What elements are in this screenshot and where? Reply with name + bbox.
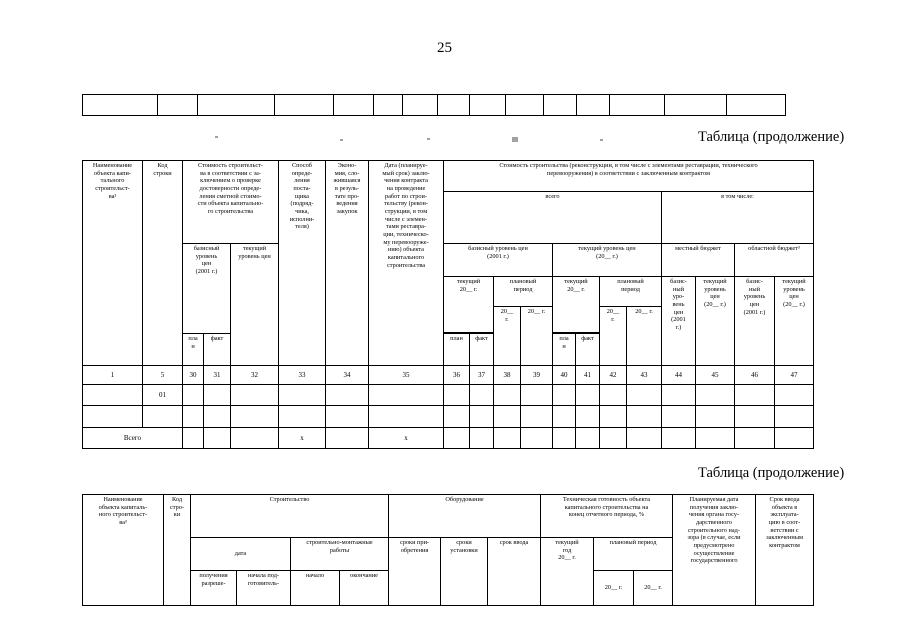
header-base-level: базисный уровень цен (2001 г.) (443, 243, 553, 277)
column-number: 30 (182, 365, 204, 385)
table-cell (520, 405, 553, 428)
table-cell (575, 427, 600, 449)
header-base-2001: базисный уровень цен (2001 г.) (182, 243, 231, 334)
table-cell (695, 427, 735, 449)
page-number: 25 (437, 40, 452, 56)
table-cell (661, 405, 696, 428)
header-year-2: 20__ г. (633, 570, 673, 606)
column-number: 43 (626, 365, 662, 385)
table-cell (402, 94, 438, 116)
table-cell (520, 384, 553, 406)
column-number: 1 (82, 365, 143, 385)
header-planned-period: плановый период (593, 537, 673, 571)
header-object-name: Наименование объекта капи- тального строительст- ва³ (82, 160, 143, 366)
table-cell (82, 94, 158, 116)
table-cell (543, 94, 577, 116)
header-prep-start: начала под- готовитель- (236, 570, 291, 606)
table-cell (626, 405, 662, 428)
scan-speck (512, 137, 518, 142)
table-cell (469, 427, 494, 449)
column-number: 34 (325, 365, 369, 385)
table-cell (493, 405, 521, 428)
table-cell (599, 384, 627, 406)
table-cell (552, 427, 576, 449)
header-year-1: 20__ г. (593, 570, 634, 606)
table-cell (230, 427, 279, 449)
table-cell (274, 94, 334, 116)
table-cell (661, 384, 696, 406)
table-cell (695, 384, 735, 406)
table-caption: Таблица (продолжение) (698, 465, 845, 481)
header-planned-date: Планируемая дата получения заклю- чения органа госу- дарственного строительного над- зора (в случае, если предусмотрено осуществление государственного (672, 494, 756, 606)
table-cell (203, 427, 231, 449)
table-cell (599, 405, 627, 428)
table-cell (157, 94, 198, 116)
row-code: 01 (142, 384, 183, 406)
header-input: срок ввода (487, 537, 541, 606)
column-number: 5 (142, 365, 183, 385)
table-cell (278, 405, 326, 428)
table-cell (197, 94, 275, 116)
table-cell (368, 384, 444, 406)
header-planned-period-2: плановый период (599, 276, 662, 307)
header-current-year-1: текущий 20__ г. (443, 276, 494, 333)
header-start: начало (290, 570, 340, 606)
header-local-current: текущий уровень цен (20__ г.) (695, 276, 735, 366)
table-cell (774, 405, 814, 428)
column-number: 47 (774, 365, 814, 385)
table-cell (734, 405, 775, 428)
table-cell (520, 427, 553, 449)
table-cell (82, 405, 143, 428)
scan-speck (600, 139, 603, 141)
header-readiness: Техническая готовность объекта капитального строительства на конец отчетного периода, % (540, 494, 673, 538)
header-equipment: Оборудование (388, 494, 541, 538)
header-plan: пла н (182, 333, 204, 366)
total-label: Всего (82, 427, 183, 449)
table-cell (626, 427, 662, 449)
table-cell (443, 384, 470, 406)
table-cell (203, 384, 231, 406)
header-total: всего (443, 191, 662, 244)
header-supplier-method: Способ опреде- ления поста- щика (подряд- чика, исполни- теля) (278, 160, 326, 366)
table-cell (278, 384, 326, 406)
table-cell (626, 384, 662, 406)
table-cell (443, 427, 470, 449)
scan-speck (427, 138, 430, 140)
header-local-budget: местный бюджет (661, 243, 735, 277)
table-cell (609, 94, 665, 116)
table-cell (661, 427, 696, 449)
table-cell (182, 384, 204, 406)
column-number: 32 (230, 365, 279, 385)
header-commission: Срок ввода объекта в эксплуата- цию в соот- ветствии с заключенным контрактом (755, 494, 814, 606)
header-object-name: Наименование объекта капиталь- ного строительст- ва³ (82, 494, 164, 606)
header-local-base: базис- ный уро- вень цен (2001 г.) (661, 276, 696, 366)
column-number: 44 (661, 365, 696, 385)
table-cell (576, 94, 610, 116)
header-contract-date: Дата (планируе- мый срок) заклю- чения контракта на проведение работ по строи- тельству (рекон- струкции, в том числе с элемен- тами реставра- ции, техническо- му перевооруже- нию) объекта капитального строительства (368, 160, 444, 366)
table-cell (599, 427, 627, 449)
column-number: 35 (368, 365, 444, 385)
table-cell (575, 384, 600, 406)
table-cell (182, 405, 204, 428)
header-current-year: текущий год 20__ г. (540, 537, 594, 606)
header-fact: факт (203, 333, 231, 366)
table-cell (726, 94, 786, 116)
table-cell (182, 427, 204, 449)
column-number: 46 (734, 365, 775, 385)
scan-speck (340, 139, 343, 141)
header-year-d: 20__ г. (626, 306, 662, 366)
scan-speck (215, 136, 218, 138)
header-construction-works: строительно-монтажные работы (290, 537, 389, 571)
table-cell (552, 384, 576, 406)
column-number: 31 (203, 365, 231, 385)
header-savings: Эконо- мия, сло- жившаяся в резуль- тате про- ведения закупок (325, 160, 369, 366)
table-cell (774, 384, 814, 406)
table-cell (469, 94, 506, 116)
column-number: 33 (278, 365, 326, 385)
header-installation: сроки установки (440, 537, 488, 606)
header-plan-3: пла н (552, 333, 576, 366)
table-cell (325, 427, 369, 449)
column-number: 42 (599, 365, 627, 385)
table-cell (552, 405, 576, 428)
header-acquisition: сроки при- обретения (388, 537, 441, 606)
header-current-level: текущий уровень цен (230, 243, 279, 366)
table-cell (664, 94, 727, 116)
header-regional-base: базис- ный уровень цен (2001 г.) (734, 276, 775, 366)
table-cell (437, 94, 470, 116)
table-cell (325, 405, 369, 428)
table-cell (333, 94, 374, 116)
table-cell (469, 384, 494, 406)
x-mark: х (368, 427, 444, 449)
header-end: окончание (339, 570, 389, 606)
column-number: 37 (469, 365, 494, 385)
table-cell (493, 384, 521, 406)
header-row-code: Код стро- ки (163, 494, 191, 606)
column-number: 40 (552, 365, 576, 385)
table-cell (734, 384, 775, 406)
header-row-code: Код строки (142, 160, 183, 366)
table-cell (734, 427, 775, 449)
column-number: 39 (520, 365, 553, 385)
table-cell (142, 405, 183, 428)
header-including: в том числе: (661, 191, 814, 244)
header-plan-2: план (443, 333, 470, 366)
table-cell (325, 384, 369, 406)
table-caption: Таблица (продолжение) (698, 129, 845, 145)
header-current-level-2: текущий уровень цен (20__ г.) (552, 243, 662, 277)
table-cell (230, 405, 279, 428)
table-cell (82, 384, 143, 406)
header-contract-cost: Стоимость строительства (реконструкции, в том числе с элементами реставрации, технического перевооружения) в соответствии с заключенным контрактом (443, 160, 814, 192)
header-current-year-2: текущий 20__ г. (552, 276, 600, 333)
table-cell (575, 405, 600, 428)
header-permit-receipt: получения разреше- (190, 570, 237, 606)
header-year-b: 20__ г. (520, 306, 553, 366)
header-regional-current: текущий уровень цен (20__ г.) (774, 276, 814, 366)
table-cell (493, 427, 521, 449)
header-date: дата (190, 537, 291, 571)
header-fact-2: факт (469, 333, 494, 366)
table-cell (469, 405, 494, 428)
table-cell (774, 427, 814, 449)
table-cell (368, 405, 444, 428)
header-year-a: 20__ г. (493, 306, 521, 366)
header-regional-budget: областной бюджет³ (734, 243, 814, 277)
header-planned-period-1: плановый период (493, 276, 553, 307)
table-cell (443, 405, 470, 428)
table-cell (203, 405, 231, 428)
x-mark: х (278, 427, 326, 449)
table-cell (505, 94, 544, 116)
table-cell (230, 384, 279, 406)
column-number: 36 (443, 365, 470, 385)
column-number: 41 (575, 365, 600, 385)
header-construction: Строительство (190, 494, 389, 538)
header-year-c: 20__ г. (599, 306, 627, 366)
column-number: 45 (695, 365, 735, 385)
header-fact-3: факт (575, 333, 600, 366)
table-cell (695, 405, 735, 428)
column-number: 38 (493, 365, 521, 385)
header-cost-by-check: Стоимость строительст- ва в соответствии с за- ключением о проверке достоверности опреде- ления сметной стоимо- сти объекта капитально- го строительства (182, 160, 279, 244)
table-cell (373, 94, 403, 116)
